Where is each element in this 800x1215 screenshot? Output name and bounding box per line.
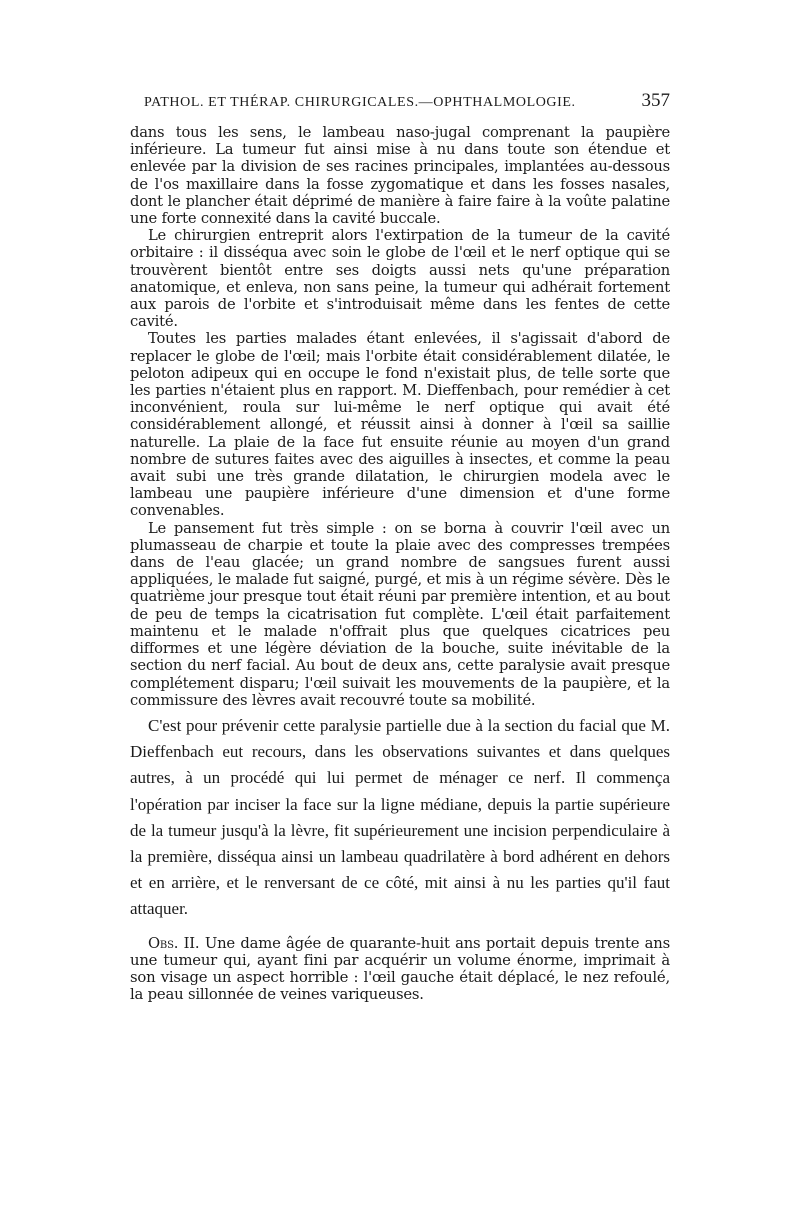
paragraph-1: dans tous les sens, le lambeau naso-jugal comprenant la paupière inférieure. La tumeur fut ainsi mise à nu dans toute son étendue et enlevée par la division de ses racines principales, implantées au-dessous de l'os maxillaire dans la fosse zygomatique et dans les fosses nasales, dont le plancher était déprimé de manière à faire faire à la voûte palatine une forte connexité dans la cavité buccale. <box>130 124 670 228</box>
observation-paragraph <box>130 935 670 1004</box>
page-number: 357 <box>641 90 670 111</box>
paragraph-2: Le chirurgien entreprit alors l'extirpation de la tumeur de la cavité orbitaire : il disséqua avec soin le globe de l'œil et le nerf optique qui se trouvèrent bientôt entre ses doigts aussi nets qu'une préparation anatomique, et enleva, non sans peine, la tumeur qui adhérait fortement aux parois de l'orbite et s'introduisait même dans les fentes de cette cavité. <box>130 227 670 331</box>
observation-text: Une dame âgée de quarante-huit ans portait depuis trente ans une tumeur qui, ayant fini par acquérir un volume énorme, imprimait à son visage un aspect horrible : l'œil gauche était déplacé, le nez refoulé, la peau sillonnée de veines variqueuses. <box>130 934 670 1004</box>
paragraph-4: Le pansement fut très simple : on se borna à couvrir l'œil avec un plumasseau de charpie et toute la plaie avec des compresses trempées dans de l'eau glacée; un grand nombre de sangsues furent aussi appliquées, le malade fut saigné, purgé, et mis à un régime sévère. Dès le quatrième jour presque tout était réuni par première intention, et au bout de peu de temps la cicatrisation fut complète. L'œil était parfaitement maintenu et le malade n'offrait plus que quelques cicatrices peu difformes et une légère déviation de la bouche, suite inévitable de la section du nerf facial. Au bout de deux ans, cette paralysie avait presque complétement disparu; l'œil suivait les mouvements de la paupière, et la commissure des lèvres avait recouvré toute sa mobilité. <box>130 519 670 709</box>
book-page <box>130 90 670 1003</box>
running-head <box>144 90 670 112</box>
observation-label: Obs. II. <box>148 934 200 952</box>
paragraph-3: Toutes les parties malades étant enlevées, il s'agissait d'abord de replacer le globe de l'œil; mais l'orbite était considérablement dilatée, le peloton adipeux qui en occupe le fond n'existait plus, de telle sorte que les parties n'étaient plus en rapport. M. Dieffenbach, pour remédier à cet inconvénient, roula sur lui-même le nerf optique qui avait été considérablement allongé, et réussit ainsi à donner à l'œil sa saillie naturelle. La plaie de la face fut ensuite réunie au moyen d'un grand nombre de sutures faites avec des aiguilles à insectes, et comme la peau avait subi une très grande dilatation, le chirurgien modela avec le lambeau une paupière inférieure d'une dimension et d'une forme convenables. <box>130 330 670 520</box>
running-title: PATHOL. ET THÉRAP. CHIRURGICALES.—OPHTHALMOLOGIE. <box>144 95 576 110</box>
paragraph-large-type: C'est pour prévenir cette paralysie partielle due à la section du facial que M. Dieffenbach eut recours, dans les observations suivantes et dans quelques autres, à un procédé qui lui permet de ménager ce nerf. Il commença l'opération par inciser la face sur la ligne médiane, depuis la partie supérieure de la tumeur jusqu'à la lèvre, fit supérieurement une incision perpendiculaire à la première, disséqua ainsi un lambeau quadrilatère à bord adhérent en dehors et en arrière, et le renversant de ce côté, mit ainsi à nu les parties qu'il faut attaquer. <box>130 715 670 919</box>
